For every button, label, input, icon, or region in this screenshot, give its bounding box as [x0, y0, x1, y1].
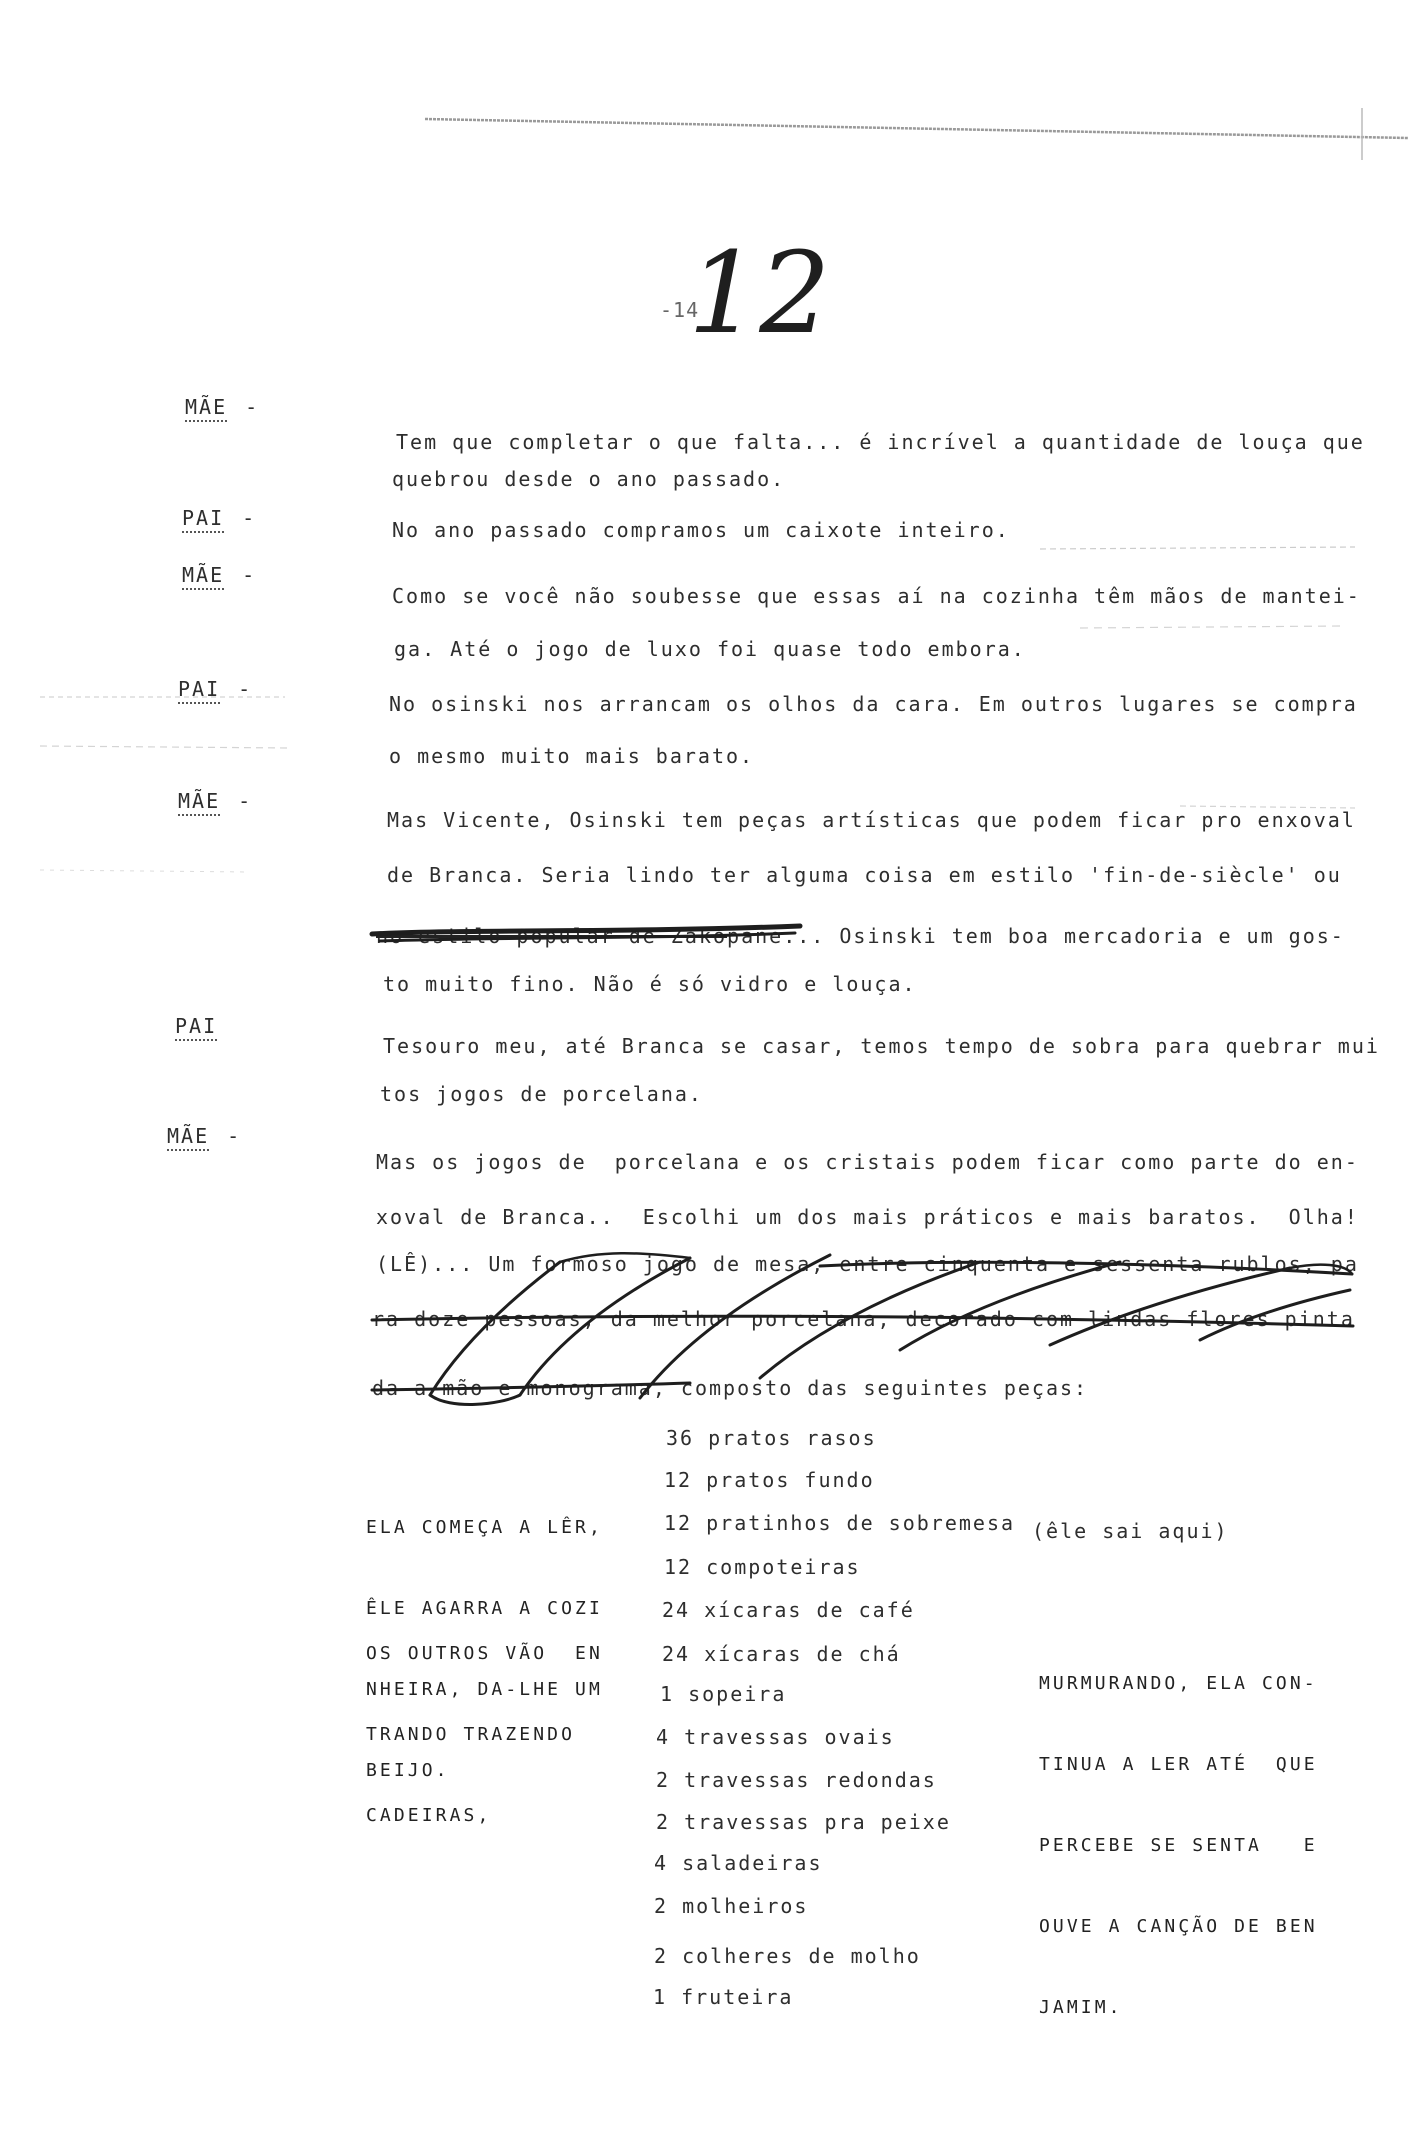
- list-item: 12 pratinhos de sobremesa: [664, 1511, 1016, 1535]
- list-item: 24 xícaras de café: [662, 1598, 915, 1622]
- stage-line: TINUA A LER ATÉ QUE: [1039, 1754, 1318, 1775]
- speaker-dash: -: [242, 506, 257, 530]
- dialogue-line: ga. Até o jogo de luxo foi quase todo embora.: [394, 637, 1026, 661]
- stage-line: OS OUTROS VÃO EN: [366, 1643, 603, 1664]
- dialogue-line: o mesmo muito mais barato.: [389, 744, 755, 768]
- speaker-label: [175, 1013, 235, 1039]
- noise-dash: [1040, 547, 1355, 549]
- list-item: 4 saladeiras: [654, 1851, 823, 1875]
- stage-direction-right: [1039, 1616, 1318, 2048]
- list-item: 2 colheres de molho: [654, 1944, 921, 1968]
- dialogue-line: Mas Vicente, Osinski tem peças artísticas que podem ficar pro enxoval: [387, 808, 1356, 832]
- struck-text: no estilo popular de Zako: [376, 924, 728, 948]
- speaker-label: [178, 676, 252, 702]
- speaker-label: [178, 788, 252, 814]
- line-text: (LÊ)... Um formoso jogo de mesa: [376, 1252, 812, 1276]
- noise-dash: [40, 870, 250, 872]
- list-item: 4 travessas ovais: [656, 1725, 895, 1749]
- dialogue-line: to muito fino. Não é só vidro e louça.: [383, 972, 917, 996]
- list-item: 1 sopeira: [660, 1682, 787, 1706]
- noise-dash: [40, 746, 290, 748]
- stage-direction-left: [366, 1586, 603, 1856]
- dialogue-line: Tesouro meu, até Branca se casar, temos tempo de sobra para quebrar mui: [383, 1034, 1380, 1058]
- speaker-name: MÃE: [178, 789, 221, 813]
- line-text: pane... Osinski tem boa mercadoria e um gos-: [727, 924, 1345, 948]
- list-item: 12 pratos fundo: [664, 1468, 875, 1492]
- dialogue-line: xoval de Branca.. Escolhi um dos mais práticos e mais baratos. Olha!: [376, 1205, 1359, 1229]
- list-item: 12 compoteiras: [664, 1555, 861, 1579]
- handwritten-page-number: 12: [688, 229, 831, 359]
- dialogue-line: No ano passado compramos um caixote inteiro.: [392, 518, 1010, 542]
- speaker-dash: -: [238, 677, 253, 701]
- struck-text: , entre cinquenta e sessenta rublos, pa: [811, 1252, 1359, 1276]
- stage-line: PERCEBE SE SENTA E: [1039, 1835, 1318, 1856]
- stage-line: BEIJO.: [366, 1760, 450, 1781]
- stage-line: OUVE A CANÇÃO DE BEN: [1039, 1916, 1318, 1937]
- dialogue-line: Como se você não soubesse que essas aí na cozinha têm mãos de mantei-: [392, 584, 1361, 608]
- dialogue-line: [376, 923, 1345, 949]
- speaker-dash: -: [245, 395, 260, 419]
- stage-line: CADEIRAS,: [366, 1805, 492, 1826]
- list-item: 24 xícaras de chá: [662, 1642, 901, 1666]
- struck-text: da a mão e monograma: [372, 1376, 653, 1400]
- stage-line: MURMURANDO, ELA CON-: [1039, 1673, 1318, 1694]
- dialogue-line: No osinski nos arrancam os olhos da cara. Em outros lugares se compra: [389, 692, 1358, 716]
- stage-line: NHEIRA, DA-LHE UM: [366, 1679, 603, 1700]
- speaker-name: MÃE: [185, 395, 228, 419]
- list-item: 1 fruteira: [653, 1985, 794, 2009]
- struck-text: ra doze pessoas, da melhor porcelana, decorado com lindas flores pinta: [372, 1307, 1355, 1331]
- speaker-label: [185, 394, 259, 420]
- dialogue-line: tos jogos de porcelana.: [380, 1082, 703, 1106]
- dialogue-line: [376, 1251, 1359, 1277]
- speaker-name: PAI: [178, 677, 221, 701]
- typed-page-number: -14: [660, 298, 700, 322]
- stage-line: ÊLE AGARRA A COZI: [366, 1598, 603, 1619]
- dialogue-line: [372, 1306, 1355, 1332]
- stage-line: TRANDO TRAZENDO: [366, 1724, 576, 1745]
- list-item: 36 pratos rasos: [666, 1426, 877, 1450]
- top-rule: [425, 119, 1408, 138]
- dialogue-line: quebrou desde o ano passado.: [392, 467, 786, 491]
- speaker-label: [182, 505, 256, 531]
- speaker-name: MÃE: [182, 563, 225, 587]
- speaker-label: [167, 1123, 241, 1149]
- noise-dash: [1080, 626, 1340, 628]
- speaker-name: MÃE: [167, 1124, 210, 1148]
- speaker-label: [182, 562, 256, 588]
- speaker-dash: -: [238, 789, 253, 813]
- line-text: , composto das seguintes peças:: [652, 1376, 1089, 1400]
- dialogue-line: Tem que completar o que falta... é incrível a quantidade de louça que: [396, 430, 1365, 454]
- dialogue-line: [372, 1375, 1088, 1401]
- dialogue-line: de Branca. Seria lindo ter alguma coisa em estilo 'fin-de-siècle' ou: [387, 863, 1342, 887]
- list-item: 2 molheiros: [654, 1894, 809, 1918]
- speaker-dash: -: [227, 1124, 242, 1148]
- dialogue-line: Mas os jogos de porcelana e os cristais podem ficar como parte do en-: [376, 1150, 1359, 1174]
- inline-stage-note: (êle sai aqui): [1032, 1519, 1229, 1543]
- list-item: 2 travessas pra peixe: [656, 1810, 951, 1834]
- list-item: 2 travessas redondas: [656, 1768, 937, 1792]
- speaker-dash: -: [242, 563, 257, 587]
- speaker-name: PAI: [175, 1014, 218, 1038]
- speaker-name: PAI: [182, 506, 225, 530]
- stage-line: ELA COMEÇA A LÊR,: [366, 1517, 603, 1538]
- stage-line: JAMIM.: [1039, 1997, 1123, 2018]
